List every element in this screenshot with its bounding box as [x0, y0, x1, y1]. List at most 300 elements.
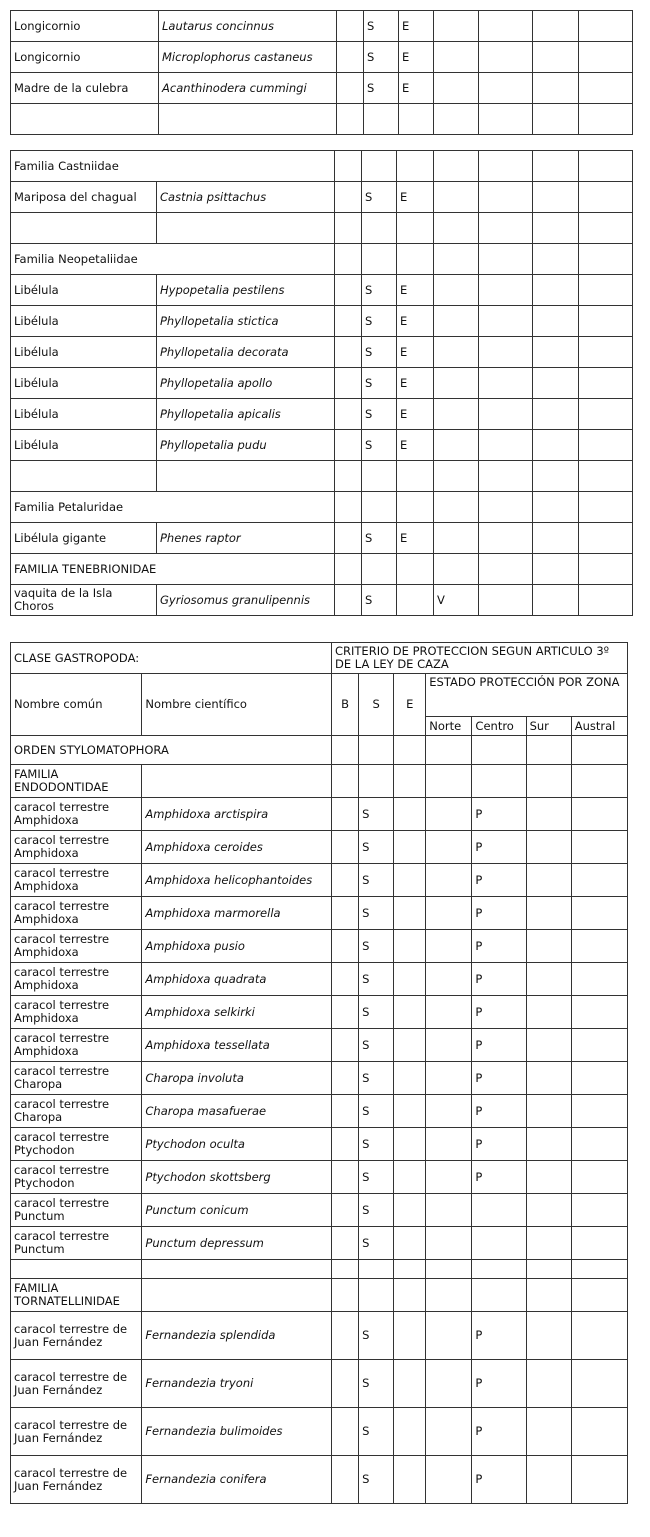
common-name: Madre de la culebra	[11, 73, 159, 104]
zone-austral	[571, 1128, 627, 1161]
scientific-name: Phyllopetalia decorata	[157, 337, 335, 368]
scientific-name: Amphidoxa helicophantoides	[142, 864, 332, 897]
family-row	[11, 492, 633, 523]
zone-sur	[526, 1456, 571, 1504]
criterion-e: E	[399, 42, 434, 73]
zone-austral	[571, 1456, 627, 1504]
zone-norte	[426, 1456, 472, 1504]
table-row	[11, 1260, 628, 1279]
zone-sur	[533, 11, 579, 42]
zone-sur	[526, 897, 571, 930]
zone-centro: P	[472, 963, 526, 996]
zone-sur	[526, 831, 571, 864]
zone-sur	[533, 104, 579, 135]
common-name: caracol terrestre Charopa	[11, 1095, 142, 1128]
criterion-b	[332, 798, 359, 831]
zone-sur	[526, 1360, 571, 1408]
zone-sur	[526, 798, 571, 831]
criterion-e	[394, 996, 426, 1029]
table-row	[11, 930, 628, 963]
table-row	[11, 1029, 628, 1062]
criterion-b	[332, 1312, 359, 1360]
zone-austral	[571, 1161, 627, 1194]
zone-centro	[472, 1227, 526, 1260]
criterion-e: E	[397, 430, 434, 461]
criterion-s: S	[359, 963, 394, 996]
column-header-b: B	[332, 674, 359, 736]
scientific-name: Phenes raptor	[157, 523, 335, 554]
zone-austral	[571, 897, 627, 930]
common-name: caracol terrestre Amphidoxa	[11, 798, 142, 831]
criterion-e	[394, 798, 426, 831]
zone-centro: P	[472, 996, 526, 1029]
zone-centro	[472, 1194, 526, 1227]
common-name: caracol terrestre Charopa	[11, 1062, 142, 1095]
table-row	[11, 275, 633, 306]
table-row	[11, 368, 633, 399]
criteria-header: CRITERIO DE PROTECCION SEGUN ARTICULO 3º DE LA LEY DE CAZA	[332, 643, 628, 674]
common-name: Libélula	[11, 275, 157, 306]
family-heading: Familia Petaluridae	[11, 492, 335, 523]
criterion-b	[332, 1128, 359, 1161]
criterion-e	[394, 1227, 426, 1260]
criterion-s: S	[359, 996, 394, 1029]
family-row	[11, 554, 633, 585]
criterion-s: S	[362, 430, 397, 461]
scientific-name: Fernandezia tryoni	[142, 1360, 332, 1408]
criterion-e	[394, 930, 426, 963]
zone-centro: P	[472, 1062, 526, 1095]
criterion-e	[394, 1194, 426, 1227]
table-row	[11, 1312, 628, 1360]
zone-sur	[526, 996, 571, 1029]
criterion-b	[332, 1456, 359, 1504]
common-name: caracol terrestre de Juan Fernández	[11, 1456, 142, 1504]
family-row	[11, 765, 628, 798]
criterion-e: E	[397, 306, 434, 337]
table-row	[11, 1456, 628, 1504]
zone-austral	[571, 1194, 627, 1227]
criterion-b	[332, 897, 359, 930]
zone-norte	[434, 104, 479, 135]
criterion-e	[394, 1128, 426, 1161]
table-row	[11, 1227, 628, 1260]
criterion-s: S	[362, 523, 397, 554]
criterion-e	[394, 1456, 426, 1504]
zone-norte	[426, 1227, 472, 1260]
criterion-b	[332, 1227, 359, 1260]
criterion-b	[337, 104, 364, 135]
criterion-s: S	[359, 897, 394, 930]
zone-sur	[526, 1312, 571, 1360]
criterion-s: S	[362, 306, 397, 337]
criterion-b	[337, 73, 364, 104]
table-row	[11, 864, 628, 897]
common-name: Libélula	[11, 430, 157, 461]
zone-austral	[571, 930, 627, 963]
criterion-e: E	[397, 399, 434, 430]
scientific-name: Amphidoxa ceroides	[142, 831, 332, 864]
criterion-e: E	[397, 275, 434, 306]
criterion-b	[332, 1408, 359, 1456]
zone-norte-header: Norte	[426, 717, 472, 736]
criterion-s: S	[359, 1227, 394, 1260]
common-name: caracol terrestre Amphidoxa	[11, 897, 142, 930]
criterion-e	[394, 897, 426, 930]
zone-norte	[426, 1095, 472, 1128]
criterion-e	[394, 1161, 426, 1194]
common-name: Libélula gigante	[11, 523, 157, 554]
criterion-s: S	[362, 585, 397, 616]
scientific-name: Phyllopetalia pudu	[157, 430, 335, 461]
criterion-b	[337, 11, 364, 42]
column-header-common: Nombre común	[11, 674, 142, 736]
column-header-e: E	[394, 674, 426, 736]
scientific-name: Punctum depressum	[142, 1227, 332, 1260]
zone-centro: P	[472, 1029, 526, 1062]
zone-centro: P	[472, 1360, 526, 1408]
criterion-s: S	[359, 1095, 394, 1128]
zone-austral	[579, 42, 633, 73]
common-name: caracol terrestre Amphidoxa	[11, 1029, 142, 1062]
table-insect-families	[10, 150, 633, 616]
scientific-name: Amphidoxa arctispira	[142, 798, 332, 831]
criterion-e	[394, 1062, 426, 1095]
zone-centro	[479, 11, 533, 42]
scientific-name: Gyriosomus granulipennis	[157, 585, 335, 616]
table-gastropoda	[10, 642, 628, 1504]
scientific-name	[159, 104, 337, 135]
criterion-b	[332, 963, 359, 996]
zone-norte	[434, 42, 479, 73]
criterion-e: E	[399, 73, 434, 104]
zone-sur	[526, 1194, 571, 1227]
zone-norte	[426, 1128, 472, 1161]
criterion-s: S	[362, 337, 397, 368]
scientific-name: Phyllopetalia apollo	[157, 368, 335, 399]
criterion-s: S	[362, 368, 397, 399]
common-name: Libélula	[11, 368, 157, 399]
table-row	[11, 523, 633, 554]
table-row	[11, 104, 633, 135]
criterion-s: S	[362, 182, 397, 213]
criterion-b	[332, 1161, 359, 1194]
zone-sur	[526, 1095, 571, 1128]
common-name: caracol terrestre Punctum	[11, 1227, 142, 1260]
criterion-e: E	[397, 337, 434, 368]
common-name: caracol terrestre de Juan Fernández	[11, 1408, 142, 1456]
family-heading: Familia Neopetaliidae	[11, 244, 335, 275]
criterion-e	[394, 1029, 426, 1062]
zone-centro	[479, 104, 533, 135]
zone-centro	[479, 42, 533, 73]
zone-austral	[571, 831, 627, 864]
common-name: Libélula	[11, 306, 157, 337]
table-row	[11, 337, 633, 368]
zone-austral	[571, 1360, 627, 1408]
criterion-e	[394, 1312, 426, 1360]
scientific-name: Fernandezia conifera	[142, 1456, 332, 1504]
column-header-s: S	[359, 674, 394, 736]
common-name: caracol terrestre Amphidoxa	[11, 930, 142, 963]
criterion-s: S	[359, 1456, 394, 1504]
table-row	[11, 1161, 628, 1194]
scientific-name: Lautarus concinnus	[159, 11, 337, 42]
family-heading: FAMILIA TORNATELLINIDAE	[11, 1279, 142, 1312]
zone-sur	[533, 73, 579, 104]
zone-norte	[426, 996, 472, 1029]
zone-sur	[526, 864, 571, 897]
criterion-s: S	[359, 831, 394, 864]
table-row	[11, 1128, 628, 1161]
criterion-s: S	[359, 864, 394, 897]
criterion-b	[335, 182, 362, 213]
common-name: caracol terrestre Punctum	[11, 1194, 142, 1227]
zone-austral	[571, 798, 627, 831]
zone-centro: P	[472, 1095, 526, 1128]
zone-norte	[426, 1408, 472, 1456]
common-name: Libélula	[11, 337, 157, 368]
criterion-b	[332, 831, 359, 864]
zone-austral	[579, 73, 633, 104]
table-row	[11, 585, 633, 616]
zone-austral	[571, 1408, 627, 1456]
table-row	[11, 42, 633, 73]
zone-austral	[571, 996, 627, 1029]
zone-austral	[571, 1227, 627, 1260]
zone-centro: P	[472, 798, 526, 831]
criterion-b	[332, 1095, 359, 1128]
zone-sur	[533, 42, 579, 73]
family-heading: FAMILIA TENEBRIONIDAE	[11, 554, 335, 585]
zone-sur	[526, 1128, 571, 1161]
zone-centro	[479, 73, 533, 104]
zone-centro: P	[472, 831, 526, 864]
criterion-b	[332, 864, 359, 897]
zone-norte	[426, 1029, 472, 1062]
criterion-s: S	[364, 11, 399, 42]
table-row	[11, 897, 628, 930]
criterion-e	[394, 963, 426, 996]
family-row	[11, 151, 633, 182]
table-row	[11, 996, 628, 1029]
zone-norte	[426, 831, 472, 864]
table-row	[11, 430, 633, 461]
table-row	[11, 1095, 628, 1128]
table-row	[11, 306, 633, 337]
zone-sur	[526, 1062, 571, 1095]
zone-norte	[426, 1161, 472, 1194]
criterion-s: S	[362, 399, 397, 430]
criterion-e: E	[397, 368, 434, 399]
zone-norte: V	[434, 585, 479, 616]
table-row	[11, 1194, 628, 1227]
criterion-s: S	[359, 1312, 394, 1360]
criterion-s: S	[359, 798, 394, 831]
criterion-b	[332, 1194, 359, 1227]
criterion-b	[332, 996, 359, 1029]
family-heading: Familia Castniidae	[11, 151, 335, 182]
zone-centro: P	[472, 897, 526, 930]
zone-norte	[426, 1194, 472, 1227]
criterion-s: S	[359, 1128, 394, 1161]
zone-norte	[426, 1062, 472, 1095]
zone-centro: P	[472, 1408, 526, 1456]
common-name: caracol terrestre Amphidoxa	[11, 996, 142, 1029]
scientific-name: Hypopetalia pestilens	[157, 275, 335, 306]
common-name: Libélula	[11, 399, 157, 430]
zone-centro-header: Centro	[472, 717, 526, 736]
criterion-e	[399, 104, 434, 135]
criterion-e: E	[399, 11, 434, 42]
zone-austral	[571, 1029, 627, 1062]
zone-norte	[426, 897, 472, 930]
criterion-e: E	[397, 523, 434, 554]
criterion-e: E	[397, 182, 434, 213]
scientific-name: Phyllopetalia apicalis	[157, 399, 335, 430]
criterion-e	[394, 831, 426, 864]
zone-centro: P	[472, 1161, 526, 1194]
criterion-s: S	[362, 275, 397, 306]
order-heading: ORDEN STYLOMATOPHORA	[11, 736, 332, 765]
zone-austral	[571, 1062, 627, 1095]
table-row	[11, 182, 633, 213]
scientific-name: Amphidoxa pusio	[142, 930, 332, 963]
scientific-name: Ptychodon oculta	[142, 1128, 332, 1161]
zone-sur	[526, 1408, 571, 1456]
zone-sur	[526, 1161, 571, 1194]
scientific-name: Fernandezia splendida	[142, 1312, 332, 1360]
table-row	[11, 213, 633, 244]
table-row	[11, 11, 633, 42]
table-row	[11, 963, 628, 996]
table-row	[11, 1062, 628, 1095]
scientific-name: Microplophorus castaneus	[159, 42, 337, 73]
zone-norte	[426, 864, 472, 897]
criterion-b	[337, 42, 364, 73]
scientific-name: Punctum conicum	[142, 1194, 332, 1227]
family-row	[11, 1279, 628, 1312]
zone-sur	[526, 930, 571, 963]
zone-austral	[571, 963, 627, 996]
table-row	[11, 1408, 628, 1456]
zone-norte	[426, 798, 472, 831]
zone-centro: P	[472, 930, 526, 963]
common-name: caracol terrestre de Juan Fernández	[11, 1360, 142, 1408]
zone-norte	[426, 1312, 472, 1360]
zone-austral	[571, 1312, 627, 1360]
zone-centro: P	[472, 1128, 526, 1161]
zone-norte	[434, 73, 479, 104]
criterion-s: S	[359, 1360, 394, 1408]
criterion-b	[332, 1062, 359, 1095]
zone-sur	[526, 963, 571, 996]
table-row	[11, 399, 633, 430]
criterion-e	[397, 585, 434, 616]
zone-austral	[579, 104, 633, 135]
zone-sur	[526, 1029, 571, 1062]
zone-sur	[526, 1227, 571, 1260]
common-name: caracol terrestre de Juan Fernández	[11, 1312, 142, 1360]
scientific-name: Phyllopetalia stictica	[157, 306, 335, 337]
table-row	[11, 798, 628, 831]
criterion-e	[394, 864, 426, 897]
criterion-s: S	[364, 42, 399, 73]
zone-austral	[571, 1095, 627, 1128]
criterion-e	[394, 1360, 426, 1408]
scientific-name: Amphidoxa tessellata	[142, 1029, 332, 1062]
common-name	[11, 104, 159, 135]
family-heading: FAMILIA ENDODONTIDAE	[11, 765, 142, 798]
class-label: CLASE GASTROPODA:	[11, 643, 332, 674]
scientific-name: Charopa involuta	[142, 1062, 332, 1095]
table-row	[11, 73, 633, 104]
scientific-name: Amphidoxa selkirki	[142, 996, 332, 1029]
common-name: caracol terrestre Amphidoxa	[11, 864, 142, 897]
zone-centro: P	[472, 1312, 526, 1360]
family-row	[11, 244, 633, 275]
criterion-s: S	[359, 1062, 394, 1095]
zone-header: ESTADO PROTECCIÓN POR ZONA	[426, 674, 628, 717]
criterion-e	[394, 1408, 426, 1456]
criterion-s	[364, 104, 399, 135]
zone-centro: P	[472, 864, 526, 897]
zone-austral	[579, 11, 633, 42]
scientific-name: Fernandezia bulimoides	[142, 1408, 332, 1456]
zone-norte	[426, 1360, 472, 1408]
criterion-s: S	[364, 73, 399, 104]
criterion-e	[394, 1095, 426, 1128]
common-name: vaquita de la Isla Choros	[11, 585, 157, 616]
criterion-s: S	[359, 1161, 394, 1194]
common-name: Longicornio	[11, 42, 159, 73]
table-row	[11, 461, 633, 492]
scientific-name: Acanthinodera cummingi	[159, 73, 337, 104]
zone-norte	[426, 963, 472, 996]
scientific-name: Amphidoxa marmorella	[142, 897, 332, 930]
zone-sur-header: Sur	[526, 717, 571, 736]
common-name: Longicornio	[11, 11, 159, 42]
header-row	[11, 674, 628, 717]
common-name: caracol terrestre Ptychodon	[11, 1161, 142, 1194]
criterion-s: S	[359, 1194, 394, 1227]
header-row	[11, 643, 628, 674]
column-header-scientific: Nombre científico	[142, 674, 332, 736]
criterion-s: S	[359, 1029, 394, 1062]
criterion-b	[332, 930, 359, 963]
criterion-s: S	[359, 930, 394, 963]
table-insects-continued	[10, 10, 633, 135]
criterion-b	[332, 1029, 359, 1062]
zone-austral-header: Austral	[571, 717, 627, 736]
common-name: caracol terrestre Amphidoxa	[11, 963, 142, 996]
table-row	[11, 1360, 628, 1408]
zone-austral	[571, 864, 627, 897]
scientific-name: Castnia psittachus	[157, 182, 335, 213]
criterion-b	[332, 1360, 359, 1408]
scientific-name: Amphidoxa quadrata	[142, 963, 332, 996]
common-name: caracol terrestre Amphidoxa	[11, 831, 142, 864]
common-name: caracol terrestre Ptychodon	[11, 1128, 142, 1161]
scientific-name: Ptychodon skottsberg	[142, 1161, 332, 1194]
order-row	[11, 736, 628, 765]
criterion-s: S	[359, 1408, 394, 1456]
table-row	[11, 831, 628, 864]
zone-norte	[434, 11, 479, 42]
scientific-name: Charopa masafuerae	[142, 1095, 332, 1128]
zone-centro: P	[472, 1456, 526, 1504]
common-name: Mariposa del chagual	[11, 182, 157, 213]
